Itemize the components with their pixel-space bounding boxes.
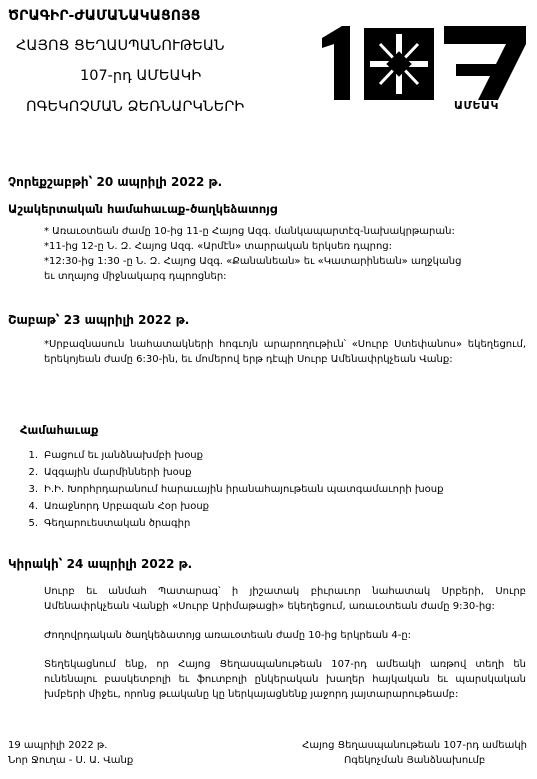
sunday-sports-paragraph: Տեղեկացնում ենք, որ Հայոց Ցեղասպանութեան 107-րդ ամեակի առթով տեղի են ունենալու բասկետբոլի եւ ֆուտբոլի ընկերական խաղեր հայկական եւ պարսկական խմբերի միջեւ, որոնց թւականը կը ներկայացնենք յաջորդ յայտարարութեամբ: <box>44 659 526 700</box>
logo-caption: ԱՄԵԱԿ <box>454 99 499 112</box>
footer-org-line1: Հայոց Ցեղասպանութեան 107-րդ ամեակի <box>302 740 527 751</box>
schedule-line: *12:30-ից 1:30 -ը Ն. Զ. Հայոց Ազգ. «Քանանեան» եւ «Կատարինեան» աղջկանց <box>44 256 462 267</box>
program-item: 3. Ի.Ի. Խորհրդարանում հարաւային իրանահայութեան պատգամաւորի խօսք <box>28 484 444 495</box>
title-line-3: 107-րդ ԱՄԵԱԿԻ <box>80 68 202 84</box>
title-line-2: ՀԱՅՈՑ ՑԵՂԱՍՊԱՆՈՒԹԵԱՆ <box>16 38 225 54</box>
program-heading: Համահաւաք <box>20 423 99 437</box>
schedule-line: եւ տղայոց միջնակարգ դպրոցներ: <box>44 271 227 282</box>
program-item: 1. Բացում եւ յանձնախմբի խօսք <box>28 450 203 461</box>
footer-org-line2: Ոգեկոչման Յանձնախումբ <box>343 755 486 766</box>
wednesday-schedule <box>44 224 530 284</box>
footer-right <box>302 738 527 768</box>
sunday-heading: Կիրակի՝ 24 ապրիլի 2022 թ. <box>8 557 193 571</box>
footer-left <box>8 738 133 768</box>
footer-place: Նոր Ջուղա - Ս. Ա. Վանք <box>8 755 134 766</box>
wednesday-heading: Չորեքշաբթի՝ 20 ապրիլի 2022 թ. <box>8 175 223 189</box>
saturday-heading: Շաբաթ՝ 23 ապրիլի 2022 թ. <box>8 313 190 327</box>
sunday-liturgy-paragraph: Սուրբ եւ անմահ Պատարագ՝ ի յիշատակ բիւրաւոր նահատակ Սրբերի, Սուրբ Ամենափրկչեան Վանքի «Սուրբ Արիմաթացի» եկեղեցում, առաւօտեան ժամը 9:30-ից: <box>44 586 526 612</box>
program-item: 2. Ազգային մարմինների խօսք <box>28 467 192 478</box>
program-list <box>20 447 443 532</box>
schedule-line: *11-ից 12-ը Ն. Զ. Հայոց Ազգ. «Արմէն» տարրական երկսեռ դպրոց: <box>44 241 392 252</box>
schedule-line: * Առաւօտեան ժամը 10-ից 11-ը Հայոց Ազգ. մանկապարտէզ-նախակրթարան: <box>44 226 455 237</box>
wednesday-subheading: Աշակերտական համահաւաք-ծաղկեձատոյց <box>8 202 278 216</box>
sunday-flowers-paragraph: Ժողովրդական ծաղկեձատոյց առաւօտեան ժամը 10-ից երկրեան 4-ը: <box>44 630 412 641</box>
title-line-4: ՈԳԵԿՈՉՄԱՆ ՁԵՌՆԱՐԿՆԵՐԻ <box>26 99 245 115</box>
saturday-paragraph: *Սրբազնասուն նահատակների հոգւոյն արարողութիւն՝ «Սուրբ Ստեփանոս» եկեղեցում, երեկոյեան ժամը 6:30-ին, եւ մոմերով երթ դէպի Սուրբ Ամենափրկչեան Վանք: <box>44 339 526 365</box>
program-item: 4. Առաջնորդ Սրբազան Հօր խօսք <box>28 501 210 512</box>
program-item: 5. Գեղարուեստական ծրագիր <box>28 518 191 529</box>
title-line-1: ԾՐԱԳԻՐ-ԺԱՄԱՆԱԿԱՑՈՅՑ <box>8 8 201 24</box>
footer-date: 19 ապրիլի 2022 թ. <box>8 740 108 751</box>
